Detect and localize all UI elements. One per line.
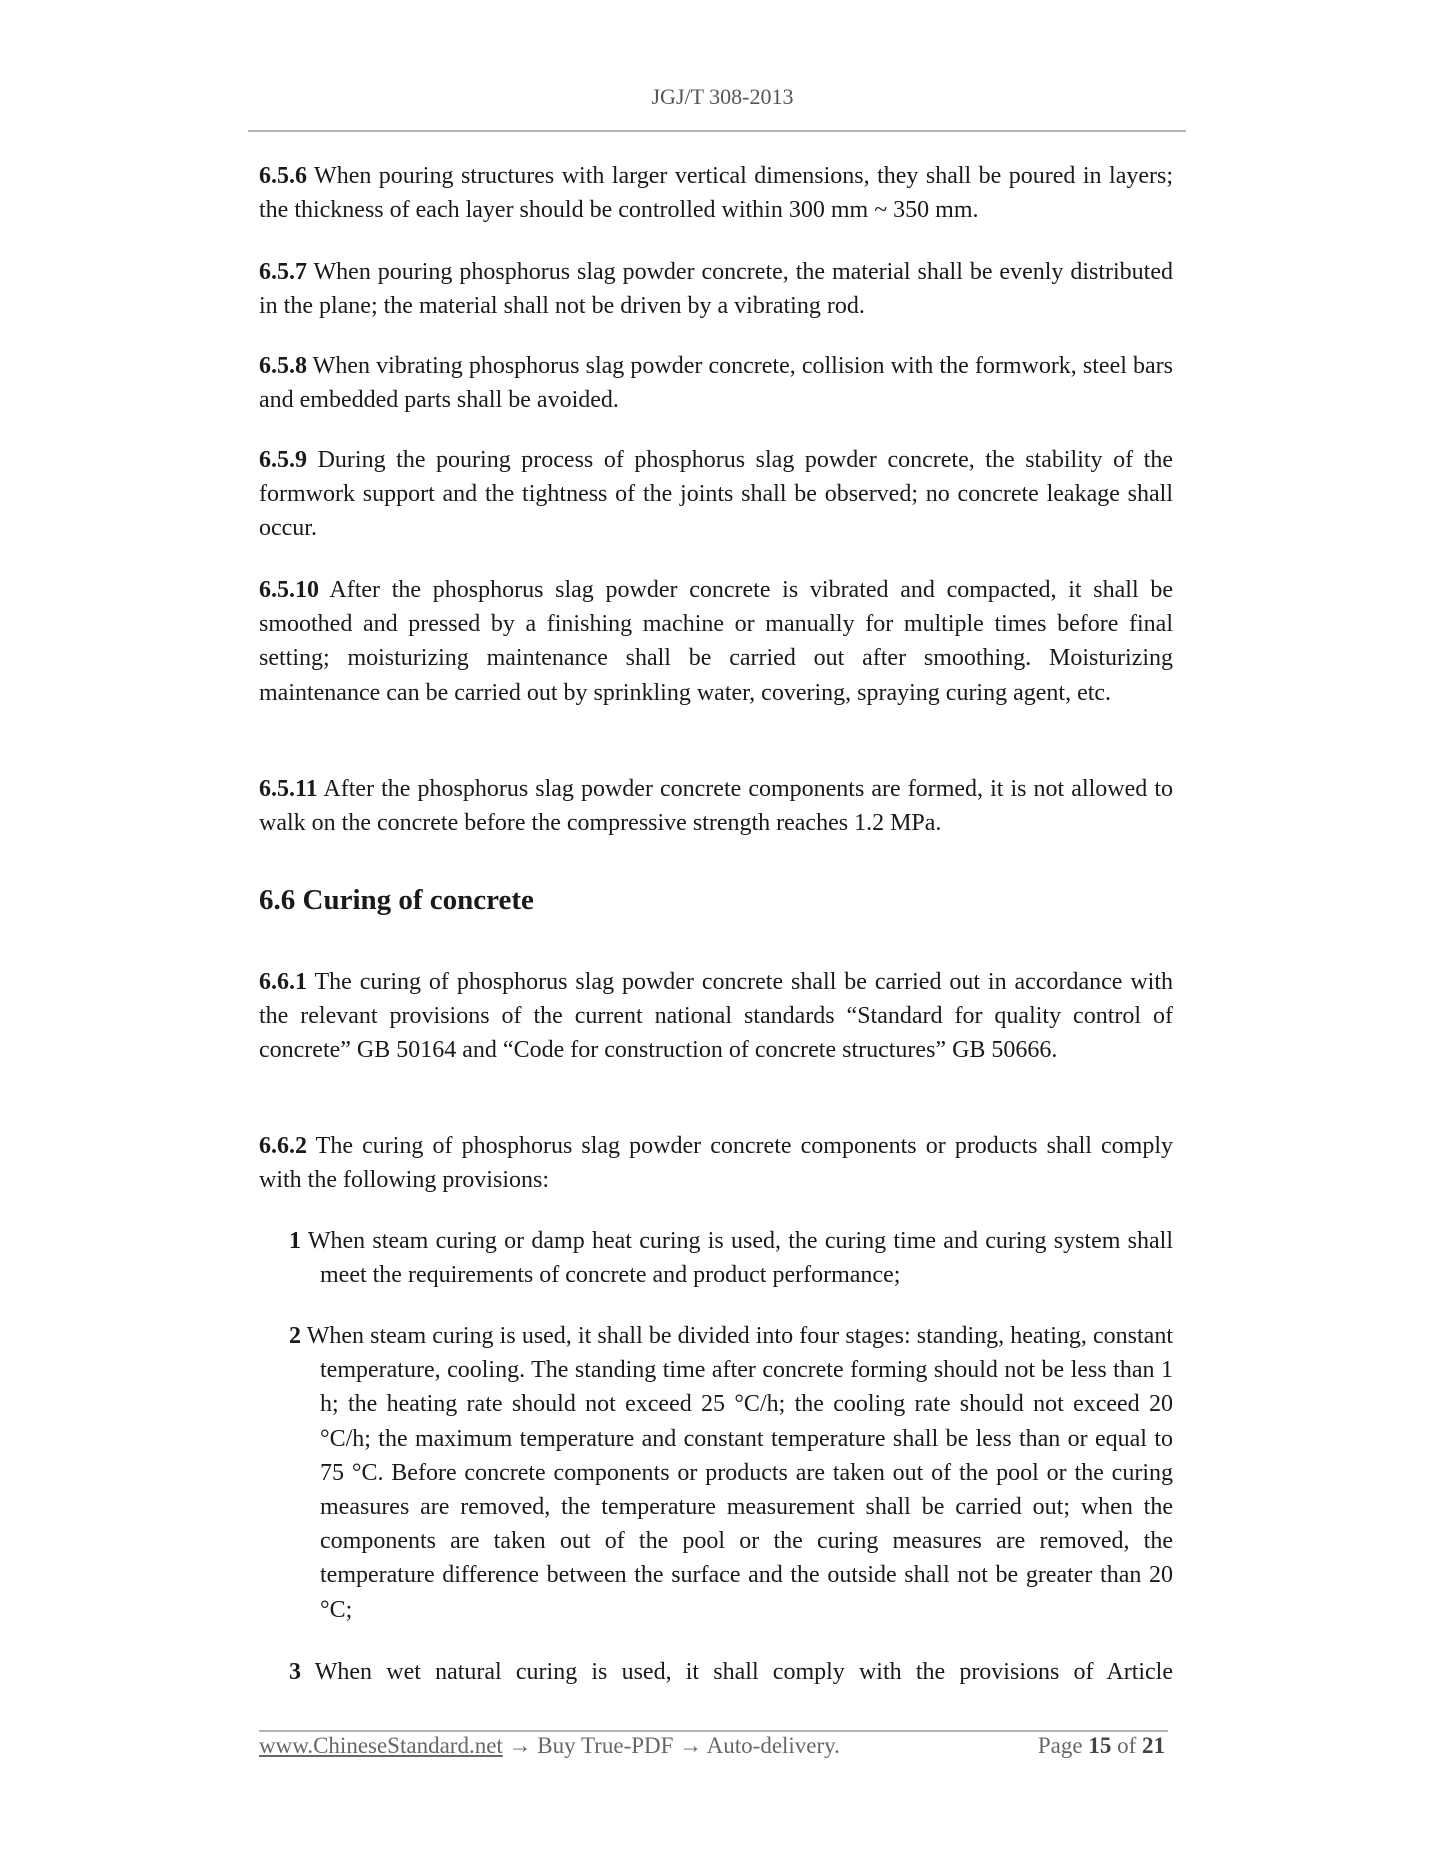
clause-6-5-10	[259, 573, 1173, 710]
header-rule	[248, 130, 1186, 132]
clause-number: 6.6.2	[259, 1133, 307, 1159]
item-text: When steam curing is used, it shall be divided into four stages: standing, heating, constant temperature, cooling. The standing time after concrete forming should not be less than 1 h; the heating rate should not exceed 25 °C/h; the cooling rate should not exceed 20 °C/h; the maximum temperature and constant temperature shall be less than or equal to 75 °C. Before concrete components or products are taken out of the pool or the curing measures are removed, the temperature measurement shall be carried out; when the components are taken out of the pool or the curing measures are removed, the temperature difference between the surface and the outside shall not be greater than 20 °C;	[301, 1323, 1173, 1623]
clause-6-5-6	[259, 159, 1173, 227]
clause-number: 6.5.11	[259, 776, 318, 802]
clause-6-5-7	[259, 255, 1173, 323]
clause-text: When vibrating phosphorus slag powder concrete, collision with the formwork, steel bars and embedded parts shall be avoided.	[259, 353, 1173, 414]
of-label: of	[1117, 1733, 1137, 1758]
clause-text: After the phosphorus slag powder concrete components are formed, it is not allowed to walk on the concrete before the compressive strength reaches 1.2 MPa.	[259, 776, 1173, 837]
page-indicator	[1038, 1733, 1165, 1759]
clause-number: 6.6.1	[259, 969, 307, 995]
clause-text: The curing of phosphorus slag powder concrete shall be carried out in accordance with the relevant provisions of the current national standards “Standard for quality control of concrete” GB 50164 and “Code for construction of concrete structures” GB 50666.	[259, 969, 1173, 1064]
page-total: 21	[1142, 1733, 1165, 1758]
clause-6-5-8	[259, 349, 1173, 417]
list-item-1	[289, 1224, 1173, 1292]
document-header: JGJ/T 308-2013	[651, 84, 794, 109]
page-label: Page	[1037, 1733, 1083, 1758]
clause-text: When pouring structures with larger vertical dimensions, they shall be poured in layers; the thickness of each layer should be controlled within 300 mm ~ 350 mm.	[259, 163, 1173, 224]
footer-rule	[259, 1730, 1168, 1732]
item-text: When steam curing or damp heat curing is used, the curing time and curing system shall meet the requirements of concrete and product performance;	[301, 1228, 1173, 1289]
footer-left	[259, 1733, 840, 1759]
list-item-3	[289, 1655, 1173, 1689]
clause-6-5-11	[259, 772, 1173, 840]
item-text: When wet natural curing is used, it shall comply with the provisions of Article	[301, 1659, 1173, 1685]
list-item-2	[289, 1319, 1173, 1627]
clause-6-6-1	[259, 965, 1173, 1068]
item-number: 1	[289, 1228, 301, 1254]
website-link[interactable]: www.ChineseStandard.net	[259, 1733, 503, 1758]
clause-text: When pouring phosphorus slag powder concrete, the material shall be evenly distributed in the plane; the material shall not be driven by a vibrating rod.	[259, 259, 1173, 320]
clause-number: 6.5.7	[259, 259, 307, 285]
item-number: 3	[289, 1659, 301, 1685]
clause-text: The curing of phosphorus slag powder concrete components or products shall comply with the following provisions:	[259, 1133, 1173, 1194]
clause-6-5-9	[259, 443, 1173, 546]
clause-text: During the pouring process of phosphorus slag powder concrete, the stability of the formwork support and the tightness of the joints shall be observed; no concrete leakage shall occur.	[259, 447, 1173, 542]
clause-number: 6.5.6	[259, 163, 307, 189]
clause-number: 6.5.8	[259, 353, 307, 379]
section-heading: 6.6 Curing of concrete	[259, 884, 534, 916]
clause-number: 6.5.10	[259, 577, 319, 603]
page-number: 15	[1088, 1733, 1112, 1758]
footer-text: → Buy True-PDF → Auto-delivery.	[502, 1733, 840, 1758]
item-number: 2	[289, 1323, 301, 1349]
clause-text: After the phosphorus slag powder concrete is vibrated and compacted, it shall be smoothed and pressed by a finishing machine or manually for multiple times before final setting; moisturizing maintenance shall be carried out after smoothing. Moisturizing maintenance can be carried out by sprinkling water, covering, spraying curing agent, etc.	[259, 577, 1173, 706]
clause-6-6-2	[259, 1129, 1173, 1197]
clause-number: 6.5.9	[259, 447, 307, 473]
